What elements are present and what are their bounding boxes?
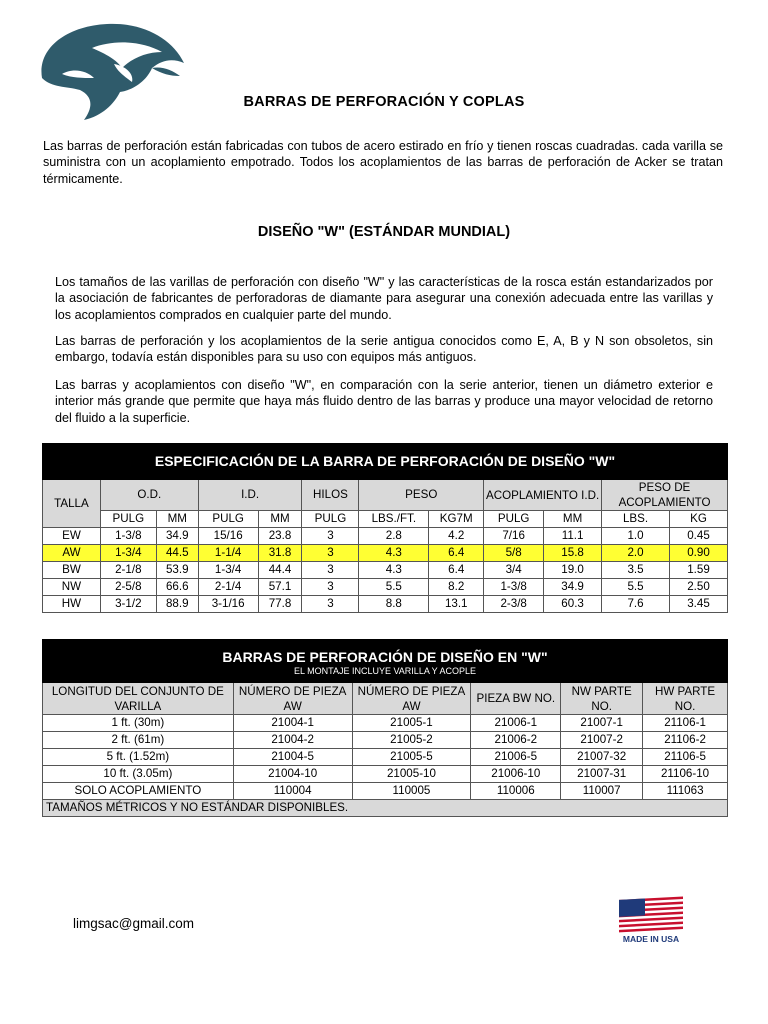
spec-cell: 1-3/8 — [100, 528, 156, 545]
spec-row — [43, 562, 728, 579]
bars-row — [43, 766, 728, 783]
part-number-cell: 110004 — [233, 783, 352, 800]
header-cell: PIEZA BW NO. — [471, 683, 561, 715]
spec-cell: 1-3/8 — [484, 579, 544, 596]
spec-cell: 2-5/8 — [100, 579, 156, 596]
spec-cell: 44.5 — [156, 545, 198, 562]
unit-cell: PULG — [198, 511, 258, 528]
spec-table — [42, 443, 728, 613]
spec-cell: 57.1 — [258, 579, 302, 596]
made-in-usa-label: MADE IN USA — [622, 934, 680, 944]
bars-row — [43, 749, 728, 766]
header-cell: NÚMERO DE PIEZA AW — [352, 683, 471, 715]
spec-cell: 2.50 — [669, 579, 727, 596]
col-peso-acop: PESO DE ACOPLAMIENTO — [602, 480, 728, 511]
bars-table — [42, 639, 728, 817]
spec-cell: 15.8 — [544, 545, 602, 562]
spec-cell: 5.5 — [359, 579, 429, 596]
part-number-cell: 21007-1 — [561, 715, 643, 732]
spec-cell: 5/8 — [484, 545, 544, 562]
paragraph-old-series: Las barras de perforación y los acoplamientos de la serie antigua conocidos como E, A, B y N son obsoletos, sin embargo, todavía están disponibles para su uso con equipos más antiguos. — [55, 334, 713, 365]
bars-row — [43, 715, 728, 732]
spec-cell: 3.5 — [602, 562, 670, 579]
col-talla: TALLA — [43, 480, 101, 528]
part-number-cell: 21106-10 — [643, 766, 728, 783]
size-cell: NW — [43, 579, 101, 596]
part-number-cell: 21005-2 — [352, 732, 471, 749]
col-acop-id: ACOPLAMIENTO I.D. — [484, 480, 602, 511]
spec-cell: 5.5 — [602, 579, 670, 596]
unit-cell: KG7M — [429, 511, 484, 528]
part-number-cell: 21005-10 — [352, 766, 471, 783]
spec-cell: 1-3/4 — [100, 545, 156, 562]
spec-cell: 6.4 — [429, 562, 484, 579]
part-number-cell: 21106-2 — [643, 732, 728, 749]
unit-cell: LBS. — [602, 511, 670, 528]
spec-cell: 15/16 — [198, 528, 258, 545]
spec-cell: 2-1/4 — [198, 579, 258, 596]
length-cell: SOLO ACOPLAMIENTO — [43, 783, 234, 800]
spec-cell: 77.8 — [258, 596, 302, 613]
header-cell: NW PARTE NO. — [561, 683, 643, 715]
part-number-cell: 21006-5 — [471, 749, 561, 766]
spec-cell: 34.9 — [544, 579, 602, 596]
spec-cell: 8.8 — [359, 596, 429, 613]
spec-cell: 1-3/4 — [198, 562, 258, 579]
part-number-cell: 21007-31 — [561, 766, 643, 783]
unit-cell: PULG — [100, 511, 156, 528]
size-cell: EW — [43, 528, 101, 545]
part-number-cell: 110007 — [561, 783, 643, 800]
spec-cell: 2.0 — [602, 545, 670, 562]
spec-row — [43, 545, 728, 562]
spec-cell: 53.9 — [156, 562, 198, 579]
spec-cell: 2-3/8 — [484, 596, 544, 613]
spec-cell: 7/16 — [484, 528, 544, 545]
spec-cell: 0.90 — [669, 545, 727, 562]
part-number-cell: 21007-2 — [561, 732, 643, 749]
spec-cell: 19.0 — [544, 562, 602, 579]
part-number-cell: 21006-1 — [471, 715, 561, 732]
bars-row — [43, 783, 728, 800]
spec-cell: 2.8 — [359, 528, 429, 545]
spec-cell: 44.4 — [258, 562, 302, 579]
spec-cell: 3-1/2 — [100, 596, 156, 613]
col-peso: PESO — [359, 480, 484, 511]
spec-cell: 11.1 — [544, 528, 602, 545]
part-number-cell: 21006-2 — [471, 732, 561, 749]
spec-cell: 4.3 — [359, 562, 429, 579]
unit-cell: MM — [258, 511, 302, 528]
part-number-cell: 21004-2 — [233, 732, 352, 749]
spec-cell: 3 — [302, 562, 359, 579]
unit-cell: MM — [156, 511, 198, 528]
spec-cell: 3-1/16 — [198, 596, 258, 613]
section-title: DISEÑO "W" (ESTÁNDAR MUNDIAL) — [257, 224, 511, 240]
spec-cell: 88.9 — [156, 596, 198, 613]
spec-row — [43, 528, 728, 545]
part-number-cell: 110005 — [352, 783, 471, 800]
spec-cell: 3 — [302, 528, 359, 545]
spec-cell: 1.59 — [669, 562, 727, 579]
col-od: O.D. — [100, 480, 198, 511]
unit-cell: PULG — [302, 511, 359, 528]
intro-paragraph: Las barras de perforación están fabricadas con tubos de acero estirado en frío y tienen roscas cuadradas. cada varilla se suministra con un acoplamiento empotrado. Todos los acoplamientos de las barras de perforación de Acker se tratan térmicamente. — [43, 139, 723, 186]
spec-cell: 13.1 — [429, 596, 484, 613]
spec-cell: 3.45 — [669, 596, 727, 613]
col-hilos: HILOS — [302, 480, 359, 511]
header-cell: NÚMERO DE PIEZA AW — [233, 683, 352, 715]
length-cell: 5 ft. (1.52m) — [43, 749, 234, 766]
made-in-usa-flag-icon — [617, 896, 685, 944]
paragraph-standard: Los tamaños de las varillas de perforación con diseño "W" y las características de la rosca están estandarizados por la asociación de fabricantes de perforadoras de diamante para asegurar una conexión adecuada entre las varillas y los acoplamientos comprados en cualquier parte del mundo. — [55, 275, 713, 322]
bars-row — [43, 732, 728, 749]
unit-cell: KG — [669, 511, 727, 528]
part-number-cell: 21006-10 — [471, 766, 561, 783]
spec-row — [43, 596, 728, 613]
spec-cell: 2-1/8 — [100, 562, 156, 579]
part-number-cell: 21005-5 — [352, 749, 471, 766]
bars-table-header — [43, 640, 728, 683]
part-number-cell: 21004-5 — [233, 749, 352, 766]
col-id: I.D. — [198, 480, 302, 511]
part-number-cell: 21106-5 — [643, 749, 728, 766]
unit-cell: PULG — [484, 511, 544, 528]
spec-cell: 23.8 — [258, 528, 302, 545]
part-number-cell: 110006 — [471, 783, 561, 800]
spec-cell: 31.8 — [258, 545, 302, 562]
page-title: BARRAS DE PERFORACIÓN Y COPLAS — [243, 94, 525, 110]
length-cell: 2 ft. (61m) — [43, 732, 234, 749]
bars-table-subtitle: EL MONTAJE INCLUYE VARILLA Y ACOPLE — [293, 666, 477, 676]
spec-cell: 8.2 — [429, 579, 484, 596]
size-cell: HW — [43, 596, 101, 613]
spec-cell: 60.3 — [544, 596, 602, 613]
part-number-cell: 21007-32 — [561, 749, 643, 766]
part-number-cell: 21004-1 — [233, 715, 352, 732]
spec-cell: 6.4 — [429, 545, 484, 562]
part-number-cell: 21005-1 — [352, 715, 471, 732]
spec-cell: 4.2 — [429, 528, 484, 545]
paragraph-comparison: Las barras y acoplamientos con diseño "W", en comparación con la serie anterior, tienen un diámetro exterior e interior más grande que permite que haya más fluido dentro de las barras y produce una mayor velocidad de retorno del fluido a la superficie. — [55, 378, 713, 425]
unit-cell: LBS./FT. — [359, 511, 429, 528]
header-cell: LONGITUD DEL CONJUNTO DE VARILLA — [43, 683, 234, 715]
size-cell: BW — [43, 562, 101, 579]
part-number-cell: 21106-1 — [643, 715, 728, 732]
spec-row — [43, 579, 728, 596]
spec-cell: 3/4 — [484, 562, 544, 579]
part-number-cell: 21004-10 — [233, 766, 352, 783]
spec-cell: 7.6 — [602, 596, 670, 613]
length-cell: 1 ft. (30m) — [43, 715, 234, 732]
spec-cell: 3 — [302, 596, 359, 613]
header-cell: HW PARTE NO. — [643, 683, 728, 715]
spec-cell: 3 — [302, 545, 359, 562]
spec-cell: 4.3 — [359, 545, 429, 562]
spec-cell: 0.45 — [669, 528, 727, 545]
spec-cell: 1.0 — [602, 528, 670, 545]
spec-cell: 34.9 — [156, 528, 198, 545]
size-cell: AW — [43, 545, 101, 562]
spec-table-title: ESPECIFICACIÓN DE LA BARRA DE PERFORACIÓN DE DISEÑO "W" — [43, 444, 728, 480]
part-number-cell: 111063 — [643, 783, 728, 800]
spec-cell: 1-1/4 — [198, 545, 258, 562]
unit-cell: MM — [544, 511, 602, 528]
bars-note: TAMAÑOS MÉTRICOS Y NO ESTÁNDAR DISPONIBLES. — [43, 800, 728, 817]
length-cell: 10 ft. (3.05m) — [43, 766, 234, 783]
spec-cell: 66.6 — [156, 579, 198, 596]
contact-email[interactable]: limgsac@gmail.com — [73, 916, 194, 931]
bars-table-title: BARRAS DE PERFORACIÓN DE DISEÑO EN "W" — [222, 649, 548, 665]
spec-cell: 3 — [302, 579, 359, 596]
